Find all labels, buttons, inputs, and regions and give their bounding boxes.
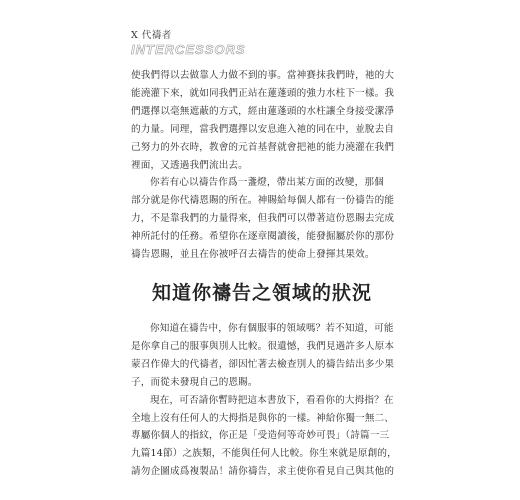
paragraph-1 bbox=[131, 67, 393, 174]
text-line: 請勿企圖成爲複製品！請你禱告，求主使你看見自己與其他的 bbox=[131, 466, 395, 478]
text-line: 你若有心以禱告作爲一盞燈，帶出某方面的改變，那個 bbox=[150, 177, 384, 189]
text-line: 力，不是靠我們的力量得來，但我們可以帶著這份恩賜去完成 bbox=[131, 213, 395, 225]
text-line: 的力量。同理，當我們選擇以安息進入祂的同在中，並脫去自 bbox=[131, 123, 395, 135]
text-line: 使我們得以去做靠人力做不到的事。當神賽抹我們時，祂的大 bbox=[131, 70, 395, 81]
section-title: 知道你禱告之領域的狀況 bbox=[151, 281, 372, 304]
text-line: 全地上沒有任何人的大拇指是與你的一樣。神給你獨一無二、 bbox=[131, 412, 395, 424]
text-line: 部分就是你代禱恩賜的所在。神賜給每個人都有一份禱告的能 bbox=[131, 195, 395, 207]
text-line: 神所託付的任務。希望你在逐章閱讀後，能發掘屬於你的那份 bbox=[131, 231, 395, 243]
text-line: 專屬你個人的指紋，你正是「受造何等奇妙可畏」（詩篇一三 bbox=[131, 430, 390, 442]
page-label: X 代禱者 bbox=[131, 30, 172, 41]
paragraph-4 bbox=[131, 392, 397, 482]
text-line: 子，而從未發現自己的恩賜。 bbox=[131, 376, 258, 388]
text-line: 現在，可否請你暫時把這本書放下，看看你的大拇指？在 bbox=[150, 394, 394, 406]
text-line: 禱告恩賜，並且在你被呼召去禱告的使命上發揮其果效。 bbox=[131, 249, 375, 261]
text-line: 己努力的外衣時，教會的元首基督就會把祂的能力澆灌在我們 bbox=[131, 141, 395, 153]
text-line: 裡面，又透過我們流出去。 bbox=[131, 159, 248, 171]
page-body bbox=[131, 67, 397, 481]
paragraph-2 bbox=[131, 174, 393, 264]
text-line: 九篇14節）之族類，不能與任何人比較。你生來就是原創的， bbox=[131, 448, 397, 460]
book-title: INTERCESSORS bbox=[131, 42, 246, 57]
text-line: 是你拿自己的服事與別人比較。很遺憾，我們見過許多人原本 bbox=[131, 340, 395, 352]
text-line: 們選擇以毫無遮蔽的方式，經由蓮蓬頭的水柱讓全身接受潔淨 bbox=[131, 105, 395, 117]
text-line: 蒙召作偉大的代禱者，卻因忙著去檢查別人的禱告結出多少果 bbox=[131, 358, 395, 370]
paragraph-3 bbox=[131, 320, 393, 392]
text-line: 你知道在禱告中，你有個服事的領域嗎？若不知道，可能 bbox=[150, 322, 394, 334]
running-header bbox=[131, 27, 246, 57]
text-line: 能澆灌下來，就如同我們正站在蓮蓬頭的強力水柱下一樣。我 bbox=[131, 87, 395, 99]
